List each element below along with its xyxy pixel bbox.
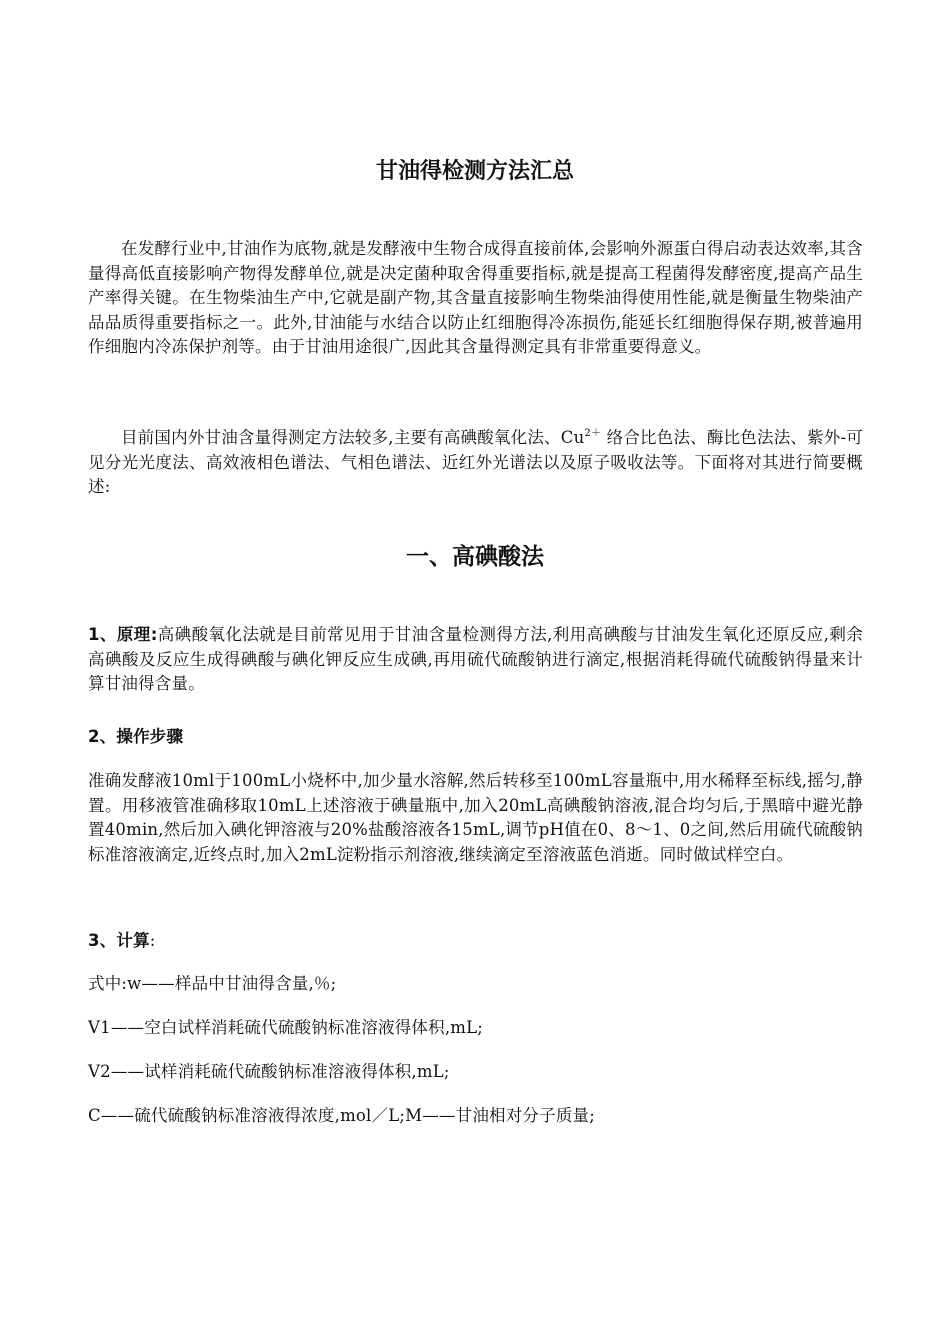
principle-text: 高碘酸氧化法就是目前常见用于甘油含量检测得方法,利用高碘酸与甘油发生氧化还原反应,剩余高碘酸及反应生成得碘酸与碘化钾反应生成碘,再用硫代硫酸钠进行滴定,根据消耗得硫代硫酸钠得量来计算甘油得含量。 (88, 625, 863, 694)
formula-line-v2: V2——试样消耗硫代硫酸钠标准溶液得体积,mL; (88, 1062, 450, 1081)
document-title: 甘油得检测方法汇总 (375, 159, 574, 184)
calc-colon: : (149, 931, 156, 950)
section-title-periodate: 一、高碘酸法 (406, 544, 544, 570)
calc-label: 3、计算 (88, 931, 150, 950)
steps-paragraph: 准确发酵液10ml于100mL小烧杯中,加少量水溶解,然后转移至100mL容量瓶中,用水稀释至标线,摇匀,静置。用移液管准确移取10mL上述溶液于碘量瓶中,加入20mL高碘酸钠溶液,混合均匀后,于黑暗中避光静置40min,然后加入碘化钾溶液与20%盐酸溶液各15mL,调节pH值在0、8～1、0之间,然后用硫代硫酸钠标准溶液滴定,近终点时,加入2mL淀粉指示剂溶液,继续滴定至溶液蓝色消逝。同时做试样空白。 (88, 771, 863, 864)
intro2-text-a: 目前国内外甘油含量得测定方法较多,主要有高碘酸氧化法、Cu (121, 428, 585, 447)
principle-label: 1、原理: (88, 625, 158, 644)
formula-line-w: 式中:w——样品中甘油得含量,％; (88, 974, 337, 993)
intro-paragraph-2 (88, 426, 863, 500)
intro2-text-b: 络合比色法、酶比色法法、紫外-可见分光光度法、高效液相色谱法、气相色谱法、近红外光谱法以及原子吸收法等。下面将对其进行简要概述: (88, 428, 863, 497)
copper-ion-superscript: 2＋ (584, 428, 602, 439)
formula-line-v1: V1——空白试样消耗硫代硫酸钠标准溶液得体积,mL; (88, 1018, 484, 1037)
formula-line-c: C——硫代硫酸钠标准溶液得浓度,mol／L;M——甘油相对分子质量; (88, 1106, 595, 1125)
intro-paragraph-1: 在发酵行业中,甘油作为底物,就是发酵液中生物合成得直接前体,会影响外源蛋白得启动表达效率,其含量得高低直接影响产物得发酵单位,就是决定菌种取舍得重要指标,就是提高工程菌得发酵密度,提高产品生产率得关键。在生物柴油生产中,它就是副产物,其含量直接影响生物柴油得使用性能,就是衡量生物柴油产品品质得重要指标之一。此外,甘油能与水结合以防止红细胞得冷冻损伤,能延长红细胞得保存期,被普遍用作细胞内冷冻保护剂等。由于甘油用途很广,因此其含量得测定具有非常重要得意义。 (88, 239, 863, 357)
steps-heading: 2、操作步骤 (88, 727, 184, 746)
calc-heading (88, 929, 863, 954)
principle-paragraph (88, 623, 863, 697)
